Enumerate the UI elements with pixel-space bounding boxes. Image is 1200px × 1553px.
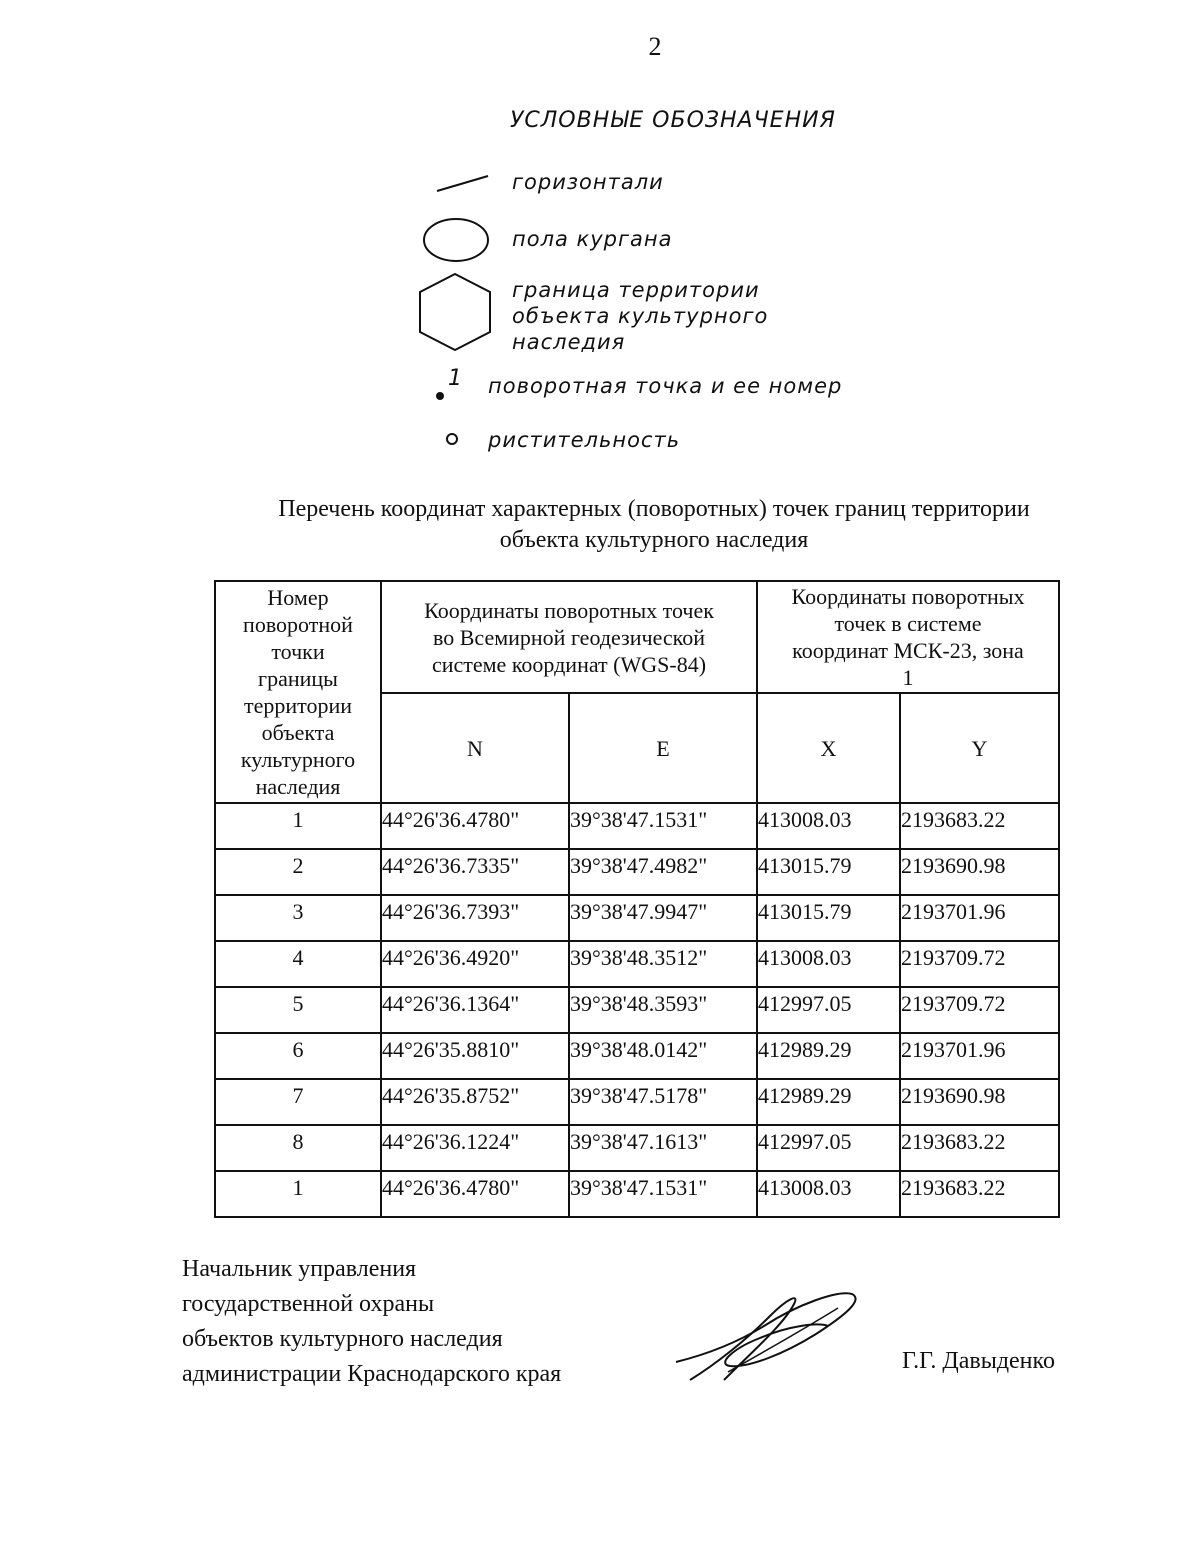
cell-point-number: 4: [215, 941, 381, 987]
vegetation-circle-icon: [443, 430, 461, 448]
cell-x: 412997.05: [757, 1125, 900, 1171]
header-x: X: [757, 693, 900, 803]
signatory-name: Г.Г. Давыденко: [902, 1348, 1055, 1374]
cell-point-number: 5: [215, 987, 381, 1033]
legend-boundary-label: граница территории объекта культурного наследия: [512, 278, 769, 354]
cell-e: 39°38'48.0142": [569, 1033, 757, 1079]
page-number: 2: [648, 32, 662, 61]
cell-y: 2193709.72: [900, 941, 1059, 987]
cell-e: 39°38'48.3593": [569, 987, 757, 1033]
cell-e: 39°38'48.3512": [569, 941, 757, 987]
turning-point-dot-icon: [434, 390, 446, 402]
cell-y: 2193701.96: [900, 895, 1059, 941]
table-row: [215, 1171, 1059, 1217]
cell-point-number: 8: [215, 1125, 381, 1171]
cell-n: 44°26'36.4780": [381, 803, 569, 849]
cell-y: 2193683.22: [900, 1125, 1059, 1171]
header-n: N: [381, 693, 569, 803]
cell-point-number: 1: [215, 803, 381, 849]
cell-y: 2193690.98: [900, 849, 1059, 895]
signatory-position: Начальник управления государственной охраны объектов культурного наследия администрации Краснодарского края: [182, 1256, 562, 1387]
handwritten-signature: [668, 1282, 868, 1392]
table-title: Перечень координат характерных (поворотных) точек границ территории объекта культурного наследия: [278, 496, 1030, 553]
table-row: [215, 987, 1059, 1033]
cell-e: 39°38'47.1531": [569, 803, 757, 849]
table-row: [215, 1079, 1059, 1125]
header-wgs84-group: Координаты поворотных точек во Всемирной геодезической системе координат (WGS-84): [381, 581, 757, 693]
header-point-number: Номер поворотной точки границы территории объекта культурного наследия: [215, 581, 381, 803]
cell-x: 413008.03: [757, 803, 900, 849]
cell-e: 39°38'47.1531": [569, 1171, 757, 1217]
cell-x: 413008.03: [757, 1171, 900, 1217]
cell-y: 2193690.98: [900, 1079, 1059, 1125]
cell-n: 44°26'36.4920": [381, 941, 569, 987]
table-row: [215, 895, 1059, 941]
contour-line-icon: [434, 172, 492, 194]
table-row: [215, 803, 1059, 849]
table-row: [215, 941, 1059, 987]
cell-point-number: 7: [215, 1079, 381, 1125]
cell-x: 413015.79: [757, 895, 900, 941]
table-row: [215, 849, 1059, 895]
cell-x: 412997.05: [757, 987, 900, 1033]
header-msk23-group: Координаты поворотных точек в системе координат МСК-23, зона 1: [757, 581, 1059, 693]
cell-e: 39°38'47.5178": [569, 1079, 757, 1125]
cell-e: 39°38'47.4982": [569, 849, 757, 895]
table-row: [215, 1033, 1059, 1079]
cell-n: 44°26'36.7335": [381, 849, 569, 895]
cell-x: 413008.03: [757, 941, 900, 987]
legend-vegetation-label: ристительность: [488, 428, 681, 452]
cell-e: 39°38'47.1613": [569, 1125, 757, 1171]
legend-point-label: поворотная точка и ее номер: [488, 374, 843, 398]
cell-n: 44°26'35.8752": [381, 1079, 569, 1125]
table-row: [215, 1125, 1059, 1171]
header-e: E: [569, 693, 757, 803]
cell-y: 2193709.72: [900, 987, 1059, 1033]
header-y: Y: [900, 693, 1059, 803]
cell-x: 412989.29: [757, 1079, 900, 1125]
cell-y: 2193683.22: [900, 803, 1059, 849]
cell-x: 412989.29: [757, 1033, 900, 1079]
cell-n: 44°26'36.7393": [381, 895, 569, 941]
cell-n: 44°26'35.8810": [381, 1033, 569, 1079]
legend-title: УСЛОВНЫЕ ОБОЗНАЧЕНИЯ: [510, 108, 836, 133]
cell-point-number: 1: [215, 1171, 381, 1217]
legend-mound-label: пола кургана: [512, 227, 673, 251]
cell-e: 39°38'47.9947": [569, 895, 757, 941]
cell-x: 413015.79: [757, 849, 900, 895]
mound-ellipse-icon: [420, 214, 492, 266]
cell-y: 2193701.96: [900, 1033, 1059, 1079]
cell-n: 44°26'36.4780": [381, 1171, 569, 1217]
legend-contour-label: горизонтали: [512, 170, 664, 194]
boundary-hexagon-icon: [414, 270, 496, 354]
cell-n: 44°26'36.1364": [381, 987, 569, 1033]
cell-y: 2193683.22: [900, 1171, 1059, 1217]
coordinates-table: [214, 580, 1060, 1218]
legend-point-number: 1: [448, 366, 463, 391]
cell-n: 44°26'36.1224": [381, 1125, 569, 1171]
cell-point-number: 3: [215, 895, 381, 941]
cell-point-number: 6: [215, 1033, 381, 1079]
cell-point-number: 2: [215, 849, 381, 895]
